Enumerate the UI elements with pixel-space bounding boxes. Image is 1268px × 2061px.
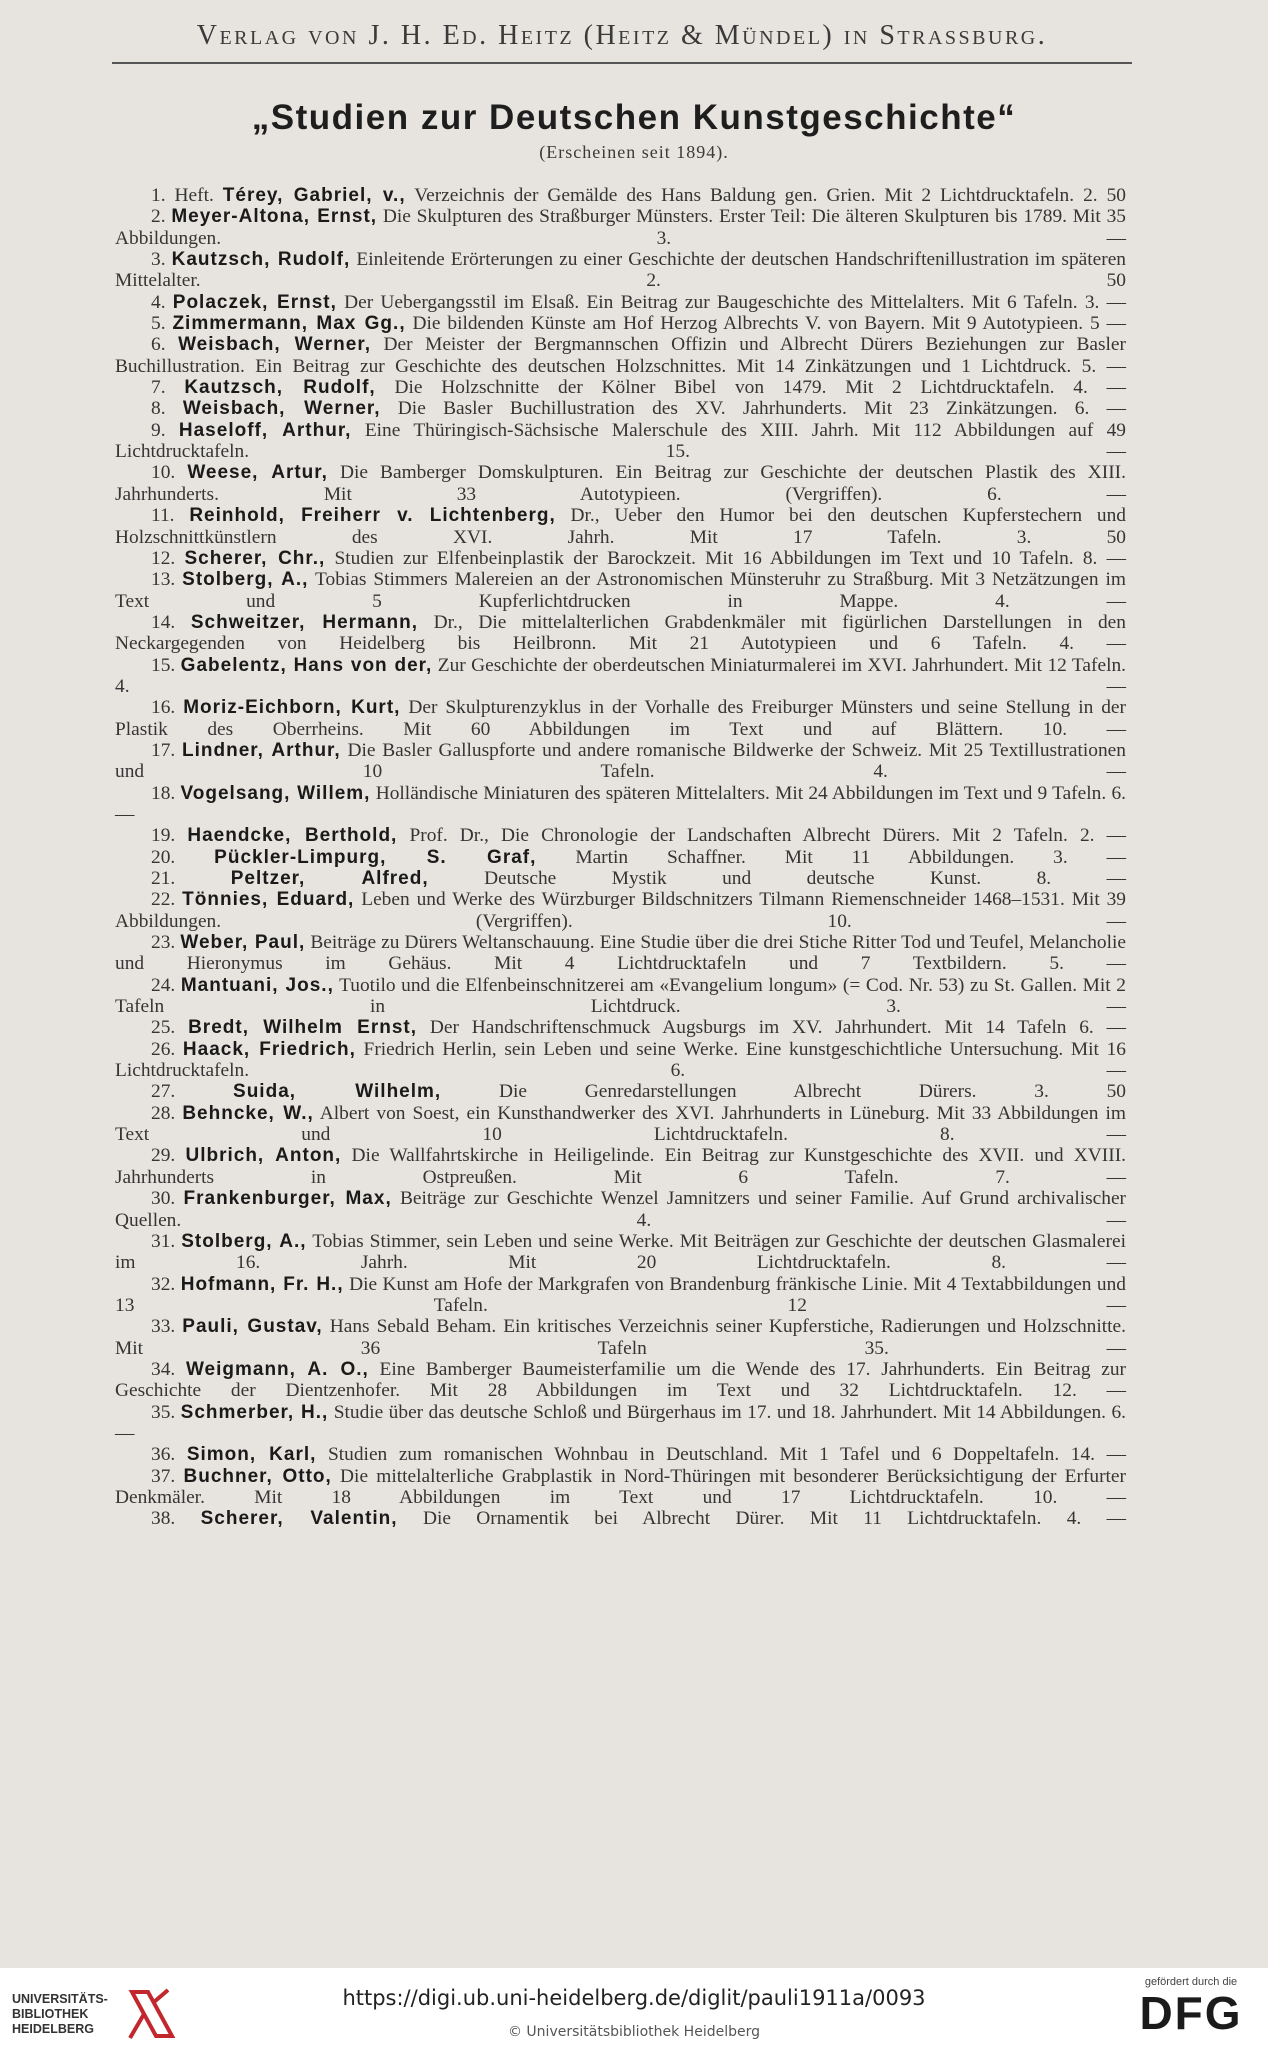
volume-entry: [115, 548, 1126, 569]
volume-entry: [115, 1231, 1126, 1274]
entry-number: 8.: [151, 398, 166, 420]
entry-price: 5 —: [1090, 313, 1127, 335]
volume-entry: [115, 377, 1126, 398]
entry-author: Weigmann, A. O.,: [185, 1358, 369, 1380]
entry-price: 6. —: [1074, 398, 1126, 420]
funding-note: gefördert durch die: [1144, 1976, 1238, 1988]
entry-author: Peltzer, Alfred,: [230, 868, 429, 889]
entry-number: 7.: [151, 377, 166, 399]
entry-price: 8. —: [1036, 868, 1127, 889]
entry-number: 36.: [151, 1444, 176, 1466]
entry-price: 5. —: [1081, 355, 1126, 377]
entry-price: 12. —: [1052, 1380, 1126, 1402]
volume-entry: [115, 334, 1126, 377]
volume-entry: [115, 697, 1126, 740]
entry-number: 20.: [151, 846, 176, 868]
entry-number: 23.: [151, 932, 176, 954]
page-url-link[interactable]: https://digi.ub.uni-heidelberg.de/diglit/pauli1911a/0093: [342, 1986, 926, 2010]
volume-entry: [115, 889, 1126, 932]
entry-number: 10.: [151, 462, 176, 484]
entry-author: Ulbrich, Anton,: [185, 1145, 342, 1167]
entry-number: 25.: [151, 1017, 176, 1039]
entry-author: Mantuani, Jos.,: [180, 974, 334, 996]
volume-entry: [115, 1039, 1126, 1082]
entry-number: 16.: [151, 697, 176, 719]
entry-price: 6. —: [115, 782, 1126, 825]
entry-price: 3. 50: [1034, 1081, 1126, 1103]
entry-number: 1. Heft.: [151, 185, 214, 206]
entry-author: Vogelsang, Willem,: [180, 782, 371, 804]
entry-title: Dr., Ueber den Humor bei den deutschen Kupferstechern und Holzschnittkünstlern des XVI. Jahrh. Mit 17 Tafeln.: [115, 505, 1126, 548]
volume-entry: [115, 975, 1126, 1018]
entry-title: Deutsche Mystik und deutsche Kunst.: [484, 868, 982, 889]
entry-price: 4. —: [1073, 377, 1126, 399]
entry-number: 6.: [151, 334, 166, 356]
volume-entry: [115, 847, 1126, 868]
entry-number: 4.: [151, 291, 166, 313]
entry-price: 5. —: [1049, 953, 1126, 975]
entry-title: Die Holzschnitte der Kölner Bibel von 1479. Mit 2 Lichtdrucktafeln.: [394, 377, 1055, 399]
entry-number: 22.: [151, 889, 176, 911]
entry-author: Suida, Wilhelm,: [233, 1081, 442, 1103]
viewer-footer: [0, 1968, 1268, 2061]
copyright-text: © Universitätsbibliothek Heidelberg: [507, 2024, 760, 2040]
entry-number: 31.: [151, 1230, 176, 1252]
volume-entry: [115, 505, 1126, 548]
entry-number: 24.: [151, 974, 176, 996]
volume-entry: [115, 1017, 1126, 1038]
entry-title: Tobias Stimmers Malereien an der Astronomischen Münsteruhr zu Straßburg. Mit 3 Netzätzungen im Text und 5 Kupferlichtdrucken in Mappe.: [115, 569, 1126, 612]
entry-title: Studien zur Elfenbeinplastik der Barockzeit. Mit 16 Abbildungen im Text und 10 Tafeln.: [334, 547, 1074, 569]
entry-number: 34.: [151, 1358, 176, 1380]
volume-entry: [115, 1188, 1126, 1231]
entry-price: 3. —: [886, 996, 1126, 1018]
volume-entry: [115, 783, 1126, 826]
volume-entry: [115, 1359, 1126, 1402]
entry-number: 11.: [151, 505, 175, 527]
entry-number: 5.: [151, 313, 166, 335]
entry-title: Holländische Miniaturen des späteren Mittelalters. Mit 24 Abbildungen im Text und 9 Tafeln.: [375, 782, 1107, 804]
entry-price: 15. —: [665, 441, 1126, 463]
entry-author: Weber, Paul,: [180, 932, 306, 954]
entry-title: Die Ornamentik bei Albrecht Dürer. Mit 11 Lichtdrucktafeln.: [422, 1508, 1042, 1530]
entry-price: 3. —: [1053, 846, 1127, 868]
entry-number: 29.: [151, 1145, 176, 1167]
entry-price: 6. —: [670, 1060, 1126, 1082]
entry-author: Kautzsch, Rudolf,: [171, 249, 351, 271]
entry-author: Kautzsch, Rudolf,: [184, 377, 376, 399]
volume-entry: [115, 655, 1126, 698]
entry-price: 10. —: [1033, 1486, 1126, 1508]
entry-number: 2.: [151, 206, 166, 228]
entry-number: 32.: [151, 1273, 176, 1295]
entry-price: 12 —: [787, 1294, 1126, 1316]
entry-author: Weisbach, Werner,: [182, 398, 381, 420]
entry-number: 38.: [151, 1508, 176, 1530]
entry-title: Der Skulpturenzyklus in der Vorhalle des Freiburger Münsters und seine Stellung in der Plastik des Oberrheins. Mit 60 Abbildungen im Text und auf Blättern.: [115, 697, 1127, 740]
entry-title: Die Wallfahrtskirche in Heiligelinde. Ein Beitrag zur Kunstgeschichte des XVII. und XVIII. Jahrhunderts in Ostpreußen. Mit 6 Tafeln.: [115, 1145, 1126, 1188]
entry-title: Die bildenden Künste am Hof Herzog Albrechts V. von Bayern. Mit 9 Autotypieen.: [412, 313, 1084, 335]
entry-price: 35. —: [864, 1337, 1126, 1359]
volume-entry: [115, 1316, 1126, 1359]
entry-price: 10. —: [827, 910, 1126, 932]
volume-entry: [115, 1466, 1126, 1509]
entry-number: 28.: [151, 1102, 176, 1124]
entry-price: 2. —: [1079, 825, 1126, 847]
entry-price: 3. —: [656, 227, 1126, 249]
entry-title: Tuotilo und die Elfenbeinschnitzerei am «Evangelium longum» (= Cod. Nr. 53) zu St. Gallen. Mit 2 Tafeln in Lichtdruck.: [115, 974, 1126, 1018]
entry-author: Pückler-Limpurg, S. Graf,: [214, 846, 537, 868]
series-title: „Studien zur Deutschen Kunstgeschichte“: [251, 98, 1017, 137]
entry-title: Der Meister der Bergmannschen Offizin und Albrecht Dürers Beziehungen zur Basler Buchillustration. Ein Beitrag zur Geschichte des deutschen Holzschnittes. Mit 14 Zinkätzungen und 1 Lichtdruck.: [115, 334, 1126, 377]
entry-price: 6. —: [987, 483, 1126, 505]
entry-title: Beiträge zur Geschichte Wenzel Jamnitzers und seiner Familie. Auf Grund archivalischer Quellen.: [115, 1188, 1127, 1231]
entry-title: Die Genredarstellungen Albrecht Dürers.: [498, 1081, 977, 1103]
entry-author: Simon, Karl,: [186, 1444, 317, 1466]
entry-author: Pauli, Gustav,: [182, 1316, 323, 1338]
entry-number: 14.: [151, 611, 176, 633]
entry-title: Die Basler Galluspforte und andere romanische Bildwerke der Schweiz. Mit 25 Textillustrationen und 10 Tafeln.: [115, 739, 1126, 783]
entry-author: Schweitzer, Hermann,: [190, 611, 419, 633]
volume-entry: [115, 462, 1126, 505]
entry-price: 8. —: [940, 1124, 1126, 1146]
entry-title: Eine Bamberger Baumeisterfamilie um die Wende des 17. Jahrhunderts. Ein Beitrag zur Geschichte der Dientzenhofer. Mit 28 Abbildungen im Text und 32 Lichtdrucktafeln.: [115, 1358, 1126, 1402]
entry-title: Studie über das deutsche Schloß und Bürgerhaus im 17. und 18. Jahrhundert. Mit 14 Abbildungen.: [333, 1401, 1107, 1423]
library-logo-text: UNIVERSITÄTS- BIBLIOTHEK HEIDELBERG: [12, 1992, 108, 2036]
entry-number: 12.: [151, 547, 176, 569]
entry-title: Friedrich Herlin, sein Leben und seine Werke. Eine kunstgeschichtliche Untersuchung. Mit 16 Lichtdrucktafeln.: [115, 1038, 1126, 1082]
entry-title: Prof. Dr., Die Chronologie der Landschaften Albrecht Dürers. Mit 2 Tafeln.: [409, 825, 1068, 847]
entry-author: Meyer-Altona, Ernst,: [171, 206, 378, 228]
volume-entry: [115, 1402, 1126, 1445]
entry-price: 4. —: [1059, 633, 1126, 655]
volume-entry: [115, 206, 1126, 249]
entry-title: Verzeichnis der Gemälde des Hans Baldung gen. Grien. Mit 2 Lichtdrucktafeln.: [414, 185, 1075, 206]
entry-number: 19.: [151, 825, 176, 847]
volume-entry: [115, 313, 1126, 334]
entry-price: 4. —: [873, 761, 1126, 783]
entry-number: 9.: [151, 419, 166, 441]
dfg-logo-text: DFG: [1139, 1987, 1243, 2039]
entry-price: 2. 50: [646, 270, 1126, 292]
entry-number: 3.: [151, 249, 166, 271]
volume-entry: [115, 569, 1126, 612]
volume-list: [115, 185, 1126, 1530]
entry-author: Scherer, Chr.,: [184, 547, 326, 569]
entry-title: Der Uebergangsstil im Elsaß. Ein Beitrag zur Baugeschichte des Mittelalters. Mit 6 Tafeln.: [344, 291, 1078, 313]
volume-entry: [115, 932, 1126, 975]
series-subtitle: (Erscheinen seit 1894).: [539, 142, 729, 162]
entry-author: Weisbach, Werner,: [178, 334, 371, 356]
dfg-funding-logo[interactable]: [1136, 1976, 1246, 2039]
volume-entry: [115, 1444, 1126, 1465]
entry-title: Dr., Die mittelalterlichen Grabdenkmäler mit figürlichen Darstellungen in den Neckargegenden von Heidelberg bis Heilbronn. Mit 21 Autotypieen und 6 Tafeln.: [115, 611, 1126, 655]
volume-entry: [115, 1508, 1126, 1529]
entry-title: Hans Sebald Beham. Ein kritisches Verzeichnis seiner Kupferstiche, Radierungen und Holzschnitte. Mit 36 Tafeln: [115, 1316, 1126, 1359]
entry-title: Die Basler Buchillustration des XV. Jahrhunderts. Mit 23 Zinkätzungen.: [397, 398, 1058, 420]
entry-number: 17.: [151, 739, 176, 761]
entry-author: Bredt, Wilhelm Ernst,: [188, 1017, 418, 1039]
entry-author: Moriz-Eichborn, Kurt,: [183, 697, 401, 719]
entry-author: Zimmermann, Max Gg.,: [172, 313, 406, 335]
entry-author: Weese, Artur,: [187, 462, 328, 484]
entry-number: 15.: [151, 654, 176, 676]
volume-entry: [115, 249, 1126, 292]
entry-price: 7. —: [995, 1166, 1127, 1188]
volume-entry: [115, 825, 1126, 846]
volume-entry: [115, 1145, 1126, 1188]
entry-author: Haack, Friedrich,: [182, 1038, 356, 1060]
entry-title: Die Bamberger Domskulpturen. Ein Beitrag zur Geschichte der deutschen Plastik des XIII. Jahrhunderts. Mit 33 Autotypieen. (Vergriffen).: [115, 462, 1126, 505]
entry-number: 13.: [151, 569, 176, 591]
entry-number: 26.: [151, 1038, 176, 1060]
entry-price: 4. —: [1066, 1508, 1126, 1530]
entry-number: 27.: [151, 1081, 176, 1103]
entry-title: Die Kunst am Hofe der Markgrafen von Brandenburg fränkische Linie. Mit 4 Textabbildungen und 13 Tafeln.: [115, 1273, 1126, 1316]
entry-number: 33.: [151, 1316, 176, 1338]
entry-price: 6. —: [1079, 1017, 1126, 1039]
volume-entry: [115, 420, 1126, 463]
volume-entry: [115, 1081, 1126, 1102]
entry-number: 21.: [151, 868, 176, 889]
entry-title: Der Handschriftenschmuck Augsburgs im XV. Jahrhundert. Mit 14 Tafeln: [429, 1017, 1067, 1039]
volume-entry: [115, 292, 1126, 313]
entry-price: 4. —: [995, 590, 1126, 612]
entry-title: Albert von Soest, ein Kunsthandwerker des XVI. Jahrhunderts in Lüneburg. Mit 33 Abbildungen im Text und 10 Lichtdrucktafeln.: [115, 1102, 1127, 1146]
entry-title: Tobias Stimmer, sein Leben und seine Werke. Mit Beiträgen zur Geschichte der deutschen Glasmalerei im 16. Jahrh. Mit 20 Lichtdrucktafeln.: [115, 1230, 1126, 1274]
entry-number: 30.: [151, 1188, 176, 1210]
entry-title: Eine Thüringisch-Sächsische Malerschule des XIII. Jahrh. Mit 112 Abbildungen auf 49 Lichtdrucktafeln.: [115, 419, 1127, 463]
entry-author: Frankenburger, Max,: [183, 1188, 392, 1210]
entry-author: Lindner, Arthur,: [182, 739, 341, 761]
entry-price: 8. —: [1082, 547, 1126, 569]
entry-number: 35.: [151, 1401, 176, 1423]
volume-entry: [115, 398, 1126, 419]
volume-entry: [115, 1103, 1126, 1146]
volume-entry: [115, 185, 1126, 206]
entry-author: Reinhold, Freiherr v. Lichtenberg,: [189, 505, 556, 527]
entry-author: Behncke, W.,: [182, 1102, 314, 1124]
entry-price: 3. 50: [1016, 526, 1126, 548]
entry-author: Térey, Gabriel, v.,: [222, 185, 406, 206]
entry-title: Die Skulpturen des Straßburger Münsters. Erster Teil: Die älteren Skulpturen bis 1789. Mit 35 Abbildungen.: [115, 206, 1126, 249]
entry-price: 6. —: [115, 1401, 1126, 1444]
header-rule: [112, 62, 1132, 64]
entry-title: Zur Geschichte der oberdeutschen Miniaturmalerei im XVI. Jahrhundert. Mit 12 Tafeln.: [437, 654, 1127, 676]
entry-author: Scherer, Valentin,: [200, 1508, 398, 1530]
entry-author: Hofmann, Fr. H.,: [180, 1273, 344, 1295]
entry-title: Beiträge zu Dürers Weltanschauung. Eine Studie über die drei Stiche Ritter Tod und Teufel, Melancholie und Hieronymus im Gehäus. Mit 4 Lichtdrucktafeln und 7 Textbildern.: [115, 932, 1126, 975]
volume-entry: [115, 740, 1126, 783]
entry-number: 18.: [151, 782, 176, 804]
entry-author: Buchner, Otto,: [183, 1465, 332, 1487]
entry-price: 10. —: [1042, 718, 1126, 740]
entry-price: 8. —: [991, 1252, 1126, 1274]
entry-price: 3. —: [1084, 291, 1127, 313]
entry-title: Studien zum romanischen Wohnbau in Deutschland. Mit 1 Tafel und 6 Doppeltafeln.: [328, 1444, 1060, 1466]
entry-author: Schmerber, H.,: [180, 1401, 329, 1423]
entry-title: Die mittelalterliche Grabplastik in Nord-Thüringen mit besonderer Berücksichtigung der Erfurter Denkmäler. Mit 18 Abbildungen im Text und 17 Lichtdrucktafeln.: [115, 1465, 1126, 1508]
entry-price: 2. 50: [1083, 185, 1126, 206]
entry-author: Tönnies, Eduard,: [182, 889, 355, 911]
volume-entry: [115, 1274, 1126, 1317]
publisher-header: Verlag von J. H. Ed. Heitz (Heitz & Mündel) in Strassburg.: [196, 20, 1048, 51]
entry-price: 14. —: [1070, 1444, 1126, 1466]
entry-title: Martin Schaffner. Mit 11 Abbildungen.: [575, 846, 1015, 868]
entry-price: 4. —: [115, 675, 1126, 697]
entry-author: Gabelentz, Hans von der,: [180, 654, 433, 676]
volume-entry: [115, 868, 1126, 889]
entry-author: Polaczek, Ernst,: [172, 291, 337, 313]
entry-price: 4. —: [636, 1209, 1126, 1231]
entry-number: 37.: [151, 1465, 176, 1487]
entry-title: Einleitende Erörterungen zu einer Geschichte der deutschen Handschriftenillustration im späteren Mittelalter.: [115, 249, 1126, 292]
entry-author: Stolberg, A.,: [182, 569, 309, 591]
entry-author: Haendcke, Berthold,: [187, 825, 398, 847]
volume-entry: [115, 612, 1126, 655]
entry-author: Haseloff, Arthur,: [178, 419, 352, 441]
entry-title: Leben und Werke des Würzburger Bildschnitzers Tilmann Riemenschneider 1468–1531. Mit 39 Abbildungen. (Vergriffen).: [115, 889, 1126, 932]
entry-author: Stolberg, A.,: [181, 1230, 307, 1252]
